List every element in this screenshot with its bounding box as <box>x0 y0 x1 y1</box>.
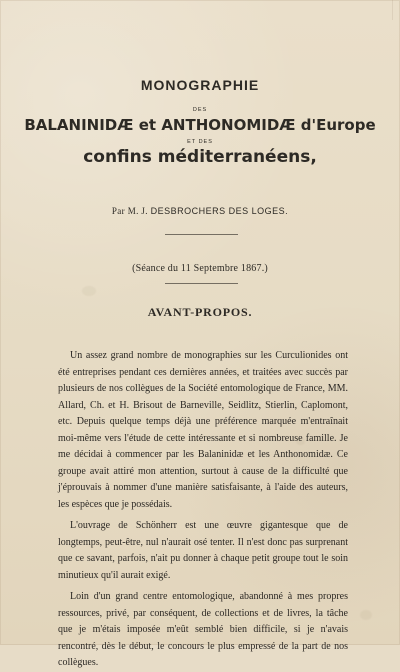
paragraph-3 <box>58 589 348 672</box>
main-title-confins: confins méditerranéens, <box>83 147 317 167</box>
author-line <box>0 206 400 216</box>
paper-stain <box>82 286 96 296</box>
author-name: DESBROCHERS DES LOGES. <box>150 206 289 216</box>
main-title-families: BALANINIDÆ et ANTHONOMIDÆ d'Europe <box>24 116 376 134</box>
paragraph-2 <box>58 518 348 584</box>
paragraph-1 <box>58 348 348 513</box>
author-prefix: Par M. J. <box>111 206 148 216</box>
section-title-avant-propos: AVANT-PROPOS. <box>147 305 253 319</box>
paragraph-2-text: L'ouvrage de Schönherr est une œuvre gigantesque que de longtemps, peut-être, nul n'aurait osé tenter. Il n'est donc pas surprenant que ce savant, parfois, n'ait pu donner à chaque petit groupe tout le soin minutieux qu'il aurait exigé. <box>58 520 348 581</box>
paragraph-3-text: Loin d'un grand centre entomologique, abandonné à mes propres ressources, privé, par conséquent, de collections et de livres, la tâche que je m'étais imposée m'eût semblé bien difficile, si je n'avais rencontré, dès le début, le concours le plus empressé de la part de nos collègues. <box>58 591 348 668</box>
main-title-monographie: MONOGRAPHIE <box>140 77 260 93</box>
paper-stain <box>360 610 372 620</box>
small-caption-et-des: ET DES <box>187 139 213 145</box>
small-caption-des: DES <box>192 107 208 113</box>
paragraph-1-text: Un assez grand nombre de monographies sur les Curculionides ont été entreprises pendant ces dernières années, et traitées avec succès par plusieurs de nos collègues de la Société entomologique de France, MM. Allard, Ch. et H. Brisout de Barneville, Seidlitz, Stierlin, Caplomont, etc. Depuis quelque temps déjà une préférence marquée m'entraînait moi-même vers l'étude de cette intéressante et si nombreuse famille. Je me décidai à commencer par les Balaninidæ et les Anthonomidæ. Ce groupe avait attiré mon attention, surtout à cause de la difficulté que j'éprouvais à nommer d'une manière satisfaisante, à l'aide des auteurs, les espèces que je possédais. <box>58 350 348 510</box>
paper-fold-mark <box>376 0 393 20</box>
separator-rule-top <box>165 234 238 235</box>
session-date: (Séance du 11 Septembre 1867.) <box>132 263 268 274</box>
body-text <box>58 348 348 672</box>
separator-rule-bottom <box>165 283 238 284</box>
